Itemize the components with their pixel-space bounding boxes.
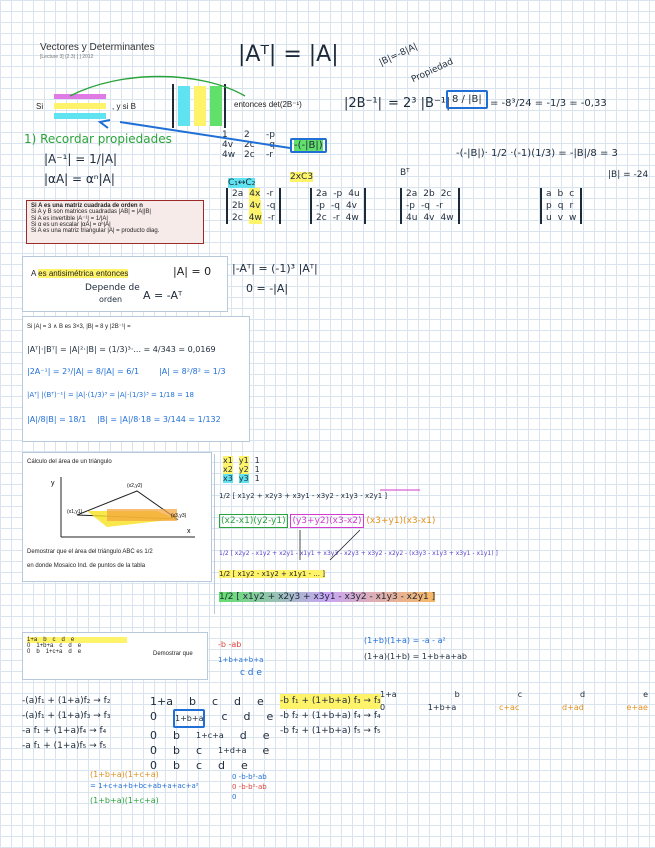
matrix-cell: a <box>546 189 552 199</box>
bottom-note2: 1+b+a+b+a <box>218 656 264 664</box>
triangle-caption: Demostrar que el área del triángulo ABC es 1/2 <box>27 549 153 555</box>
matrix-cell: u <box>546 213 552 223</box>
calc-mid-l4: |A|/8|B| = 18/1 <box>27 415 87 424</box>
row-op: -(a)f₁ + (1+a)f₃ → f₃ <box>22 711 111 721</box>
matrix-cell: -r <box>266 150 273 160</box>
minus-b: -(-|B|) <box>294 140 323 151</box>
matrix-cell: d <box>68 649 72 655</box>
calc-note2: Propiedad <box>409 56 455 86</box>
antisim-dep: Depende de <box>85 283 140 293</box>
matrix-cell: -q <box>330 201 340 211</box>
matrix-cell: 2a <box>316 189 328 199</box>
matrix-cell: 4w <box>345 213 359 223</box>
matrix-cell: -q <box>266 140 275 150</box>
row-op: -b f₁ + (1+b+a) f₃ → f₃ <box>280 694 381 709</box>
matrix-cell: 0 <box>27 643 31 649</box>
matrix-cell: y2 <box>238 465 249 474</box>
matrix-cell: d <box>68 643 72 649</box>
area-l5 <box>219 592 435 602</box>
matrix-cell: b <box>173 729 180 742</box>
matrix-cell: b <box>173 759 180 772</box>
matrix-cell: 4u <box>348 189 360 199</box>
bottom-expr: (1+b+a)(1+c+a) <box>90 770 159 779</box>
matrix-cell: 1+b+a <box>427 703 457 712</box>
area-det <box>223 456 260 483</box>
row-op: -b f₂ + (1+b+a) f₄ → f₄ <box>280 711 381 721</box>
bottom-row: 0 <box>232 793 237 801</box>
matrix-cell: 1 <box>254 456 260 465</box>
matrix-cell: d <box>234 695 241 708</box>
matrix-cell: 2 <box>244 130 250 140</box>
bottom-row: 0 -b-b²-ab <box>232 783 267 791</box>
antisim-line2: 0 = -|A| <box>246 282 289 295</box>
matrix-cell: 2c <box>232 213 243 223</box>
calc-line3: |B| = -24 <box>608 170 649 180</box>
matrix-cell: e <box>643 690 648 699</box>
matrix-cell: 2c <box>440 189 452 199</box>
calc-mid-l1: |Aᵀ|·|Bᵀ| = |A|²·|B| = (1/3)³·... = 4/343 = 0,0169 <box>27 345 216 354</box>
area-l4-text: 1/2 [ x1y2 - x1y2 + x1y1 - ... ] <box>219 570 325 578</box>
matrix-cell: 1+d+a <box>218 746 247 755</box>
matrix-cell: c <box>211 695 219 708</box>
x-axis-label: x <box>187 528 191 535</box>
right-matrix: 1+a b c d e 0 1+b+a c+ac d+ad e+ae <box>380 690 648 712</box>
matrix-cell: 1+a <box>380 690 397 699</box>
recordar-title: 1) Recordar propiedades <box>24 132 172 146</box>
matrix-cell: e <box>241 759 248 772</box>
prop-inverse: |A⁻¹| = 1/|A| <box>44 152 118 166</box>
matrix-cell: y3 <box>238 474 249 483</box>
area-l1: 1/2 [ x1y2 + x2y3 + x3y1 - x3y2 - x1y3 - x2y1 ] <box>219 492 388 500</box>
matrix-cell: 1+c+a <box>195 731 224 740</box>
matrix-cell: 1+c+a <box>45 649 63 655</box>
matrix-cell: 4v <box>423 213 435 223</box>
vertex-label: (x3,y3) <box>171 513 187 519</box>
calc-mid-l2b: |A| = 8²/8² = 1/3 <box>159 367 226 376</box>
bottom-rows <box>232 772 267 802</box>
mini-title: Demostrar que <box>153 651 193 657</box>
matrix-cell: c <box>52 637 56 643</box>
matrix-cell: b <box>557 189 564 199</box>
row-ops-2 <box>280 694 381 739</box>
row-op: -a f₁ + (1+a)f₅ → f₅ <box>22 741 107 751</box>
page-title: Vectores y Determinantes <box>40 42 155 53</box>
matrix-cell: 2b <box>232 201 244 211</box>
area-l3: 1/2 [ x2y2 - x1y2 + x2y1 - x1y1 + x3y3 - x2y3 + x3y2 - x2y2 - (x3y3 - x1y3 + x3y1 - x1y1) ] <box>219 550 498 557</box>
matrix-cell: e <box>77 649 82 655</box>
swap-label2-text: 2xC3 <box>290 172 314 182</box>
row-ops <box>22 694 110 754</box>
matrix-cell: 0 <box>150 729 157 742</box>
matrix-cell: -p <box>316 201 325 211</box>
bottom-note3: c d e <box>240 668 262 678</box>
mini-row <box>27 649 127 655</box>
matrix-cell: 1+a <box>150 695 173 708</box>
matrix-cell: b <box>43 637 47 643</box>
matrix-cell: c <box>195 759 203 772</box>
vertex-label: (x1,y1) <box>67 509 83 515</box>
triangle-footer: en donde Mosaico Ind. de puntos de la tabla <box>27 563 146 569</box>
matrix-cell: b <box>36 649 40 655</box>
matrix-cell: c+ac <box>498 703 520 712</box>
matrix-cell: b <box>188 695 196 708</box>
matrix-cell: d <box>218 759 226 772</box>
calc-mid-l3: |Aᵀ| |(Bᵀ)⁻¹| = |A|·(1/3)³ = |A|·(1/3)³ = 1/18 = 18 <box>27 391 195 399</box>
calc-eq2: 8 / |B| <box>446 90 488 109</box>
blue-arrow <box>120 122 290 148</box>
bottom-expr2: = 1+c+a+b+bc+ab+a+ac+a² <box>90 782 199 790</box>
y-axis-label: y <box>51 480 55 487</box>
matrix-cell: 4w <box>222 150 236 160</box>
matrix-cell: d <box>243 710 251 723</box>
matrix-cell: -q <box>420 201 430 211</box>
bottom-note1: -b -ab <box>218 640 242 649</box>
matrix-cell: 4v <box>249 201 261 211</box>
bottom-top-right2: (1+a)(1+b) = 1+b+a+ab <box>364 652 467 661</box>
row-op: -b f₂ + (1+b+a) f₅ → f₅ <box>280 726 381 736</box>
matrix-cell: q <box>557 201 564 211</box>
matrix-cell: y1 <box>238 456 249 465</box>
matrix-cell: v <box>557 213 564 223</box>
matrix-cell: -r <box>435 201 443 211</box>
triangle-panel <box>22 452 212 582</box>
matrix-cell: r <box>569 201 574 211</box>
matrix-cell: -q <box>266 201 276 211</box>
matrix-cell: e <box>257 695 264 708</box>
matrix-cell: d <box>580 690 586 699</box>
antisim-result: |A| = 0 <box>173 265 212 278</box>
matrix-cell: 4v <box>345 201 357 211</box>
vertex-label: (x2,y2) <box>127 483 143 489</box>
matrix-cell: 2a <box>232 189 244 199</box>
area-l2 <box>219 516 435 526</box>
matrix-cell: 2b <box>423 189 435 199</box>
matrix-cell: 4w <box>440 213 454 223</box>
matrix-cell: c <box>59 643 63 649</box>
matrix-cell: 0 <box>150 710 157 723</box>
matrix-cell: b <box>173 744 180 757</box>
problem-and-if: , y si B <box>112 102 137 111</box>
matrix-cell: 0 <box>150 759 157 772</box>
matrix-cell: 4u <box>406 213 418 223</box>
matrix-cell: e <box>262 729 270 742</box>
matrix-cell: 0 <box>150 744 157 757</box>
bottom-row: 0 -b-b²-ab <box>232 773 267 781</box>
bottom-matrix <box>150 694 273 773</box>
matrix-cell: 1+a <box>27 637 38 643</box>
antisim-text: es antisimétrica entonces <box>38 269 129 278</box>
matrix-cell: -r <box>266 189 274 199</box>
calc-eq1: = 2³ |B⁻¹| <box>388 96 451 111</box>
area-calc <box>214 454 505 614</box>
matrix-cell: x2 <box>223 465 233 474</box>
trapezoid-fill <box>107 509 177 521</box>
matrix-cell: c <box>195 744 203 757</box>
matrix-cell: 1+b+a <box>36 643 54 649</box>
matrix-cell: -p <box>333 189 343 199</box>
matrix-cell: x3 <box>223 474 233 483</box>
property-bullet: Si α es un escalar |αA| = αⁿ|A| <box>31 222 111 228</box>
bt-label: Bᵀ <box>400 168 410 178</box>
matrix-cell: e <box>266 710 274 723</box>
green-arrow <box>70 77 245 97</box>
main-formula: |Aᵀ| = |A| <box>238 42 339 67</box>
problem-lead: Si <box>36 102 44 111</box>
matrix-cell: 4x <box>249 189 261 199</box>
matrix-cell: 1 <box>222 130 228 140</box>
matrix-cell: 1+b+a <box>173 709 205 728</box>
area-l4 <box>219 570 325 578</box>
row-op: -a f₁ + (1+a)f₄ → f₄ <box>22 726 107 736</box>
area-term-c: (x3+y1)(x3-x1) <box>366 516 436 526</box>
matrix-cell: d+ad <box>562 703 584 712</box>
row-op: -(a)f₁ + (1+a)f₂ → f₂ <box>22 696 111 706</box>
matrix-cell: -p <box>266 130 275 140</box>
matrix-cell: 2a <box>406 189 418 199</box>
prop-scalar: |αA| = αⁿ|A| <box>44 172 115 186</box>
matrix-cell: e <box>70 637 75 643</box>
matrix-cell: d <box>239 729 247 742</box>
matrix-cell: e+ae <box>626 703 648 712</box>
calc-mid-panel <box>22 316 250 442</box>
matrix-cell: e <box>77 643 82 649</box>
matrix-cell: 1 <box>254 465 260 474</box>
property-bullet: Si A y B son matrices cuadradas |AB| = |A||B| <box>31 209 151 215</box>
calc-result: = -8³/24 = -1/3 = -0,33 <box>490 98 607 109</box>
calc-note1: |B|=-8|A| <box>377 41 420 69</box>
matrix-cell: c <box>517 690 523 699</box>
swap-label-text: C₁↔C₂ <box>228 178 256 188</box>
area-term-b: (y3+y2)(x3-x2) <box>292 516 362 526</box>
triangle-figure <box>47 471 197 541</box>
matrix-cell: 4w <box>248 213 262 223</box>
property-bullet: Si A es invertible |A⁻¹| = 1/|A| <box>31 216 108 222</box>
matrix-cell: 0 <box>27 649 31 655</box>
matrix-cell: c <box>569 189 575 199</box>
matrix-cell: 1 <box>254 474 260 483</box>
matrix-cell: -r <box>332 213 340 223</box>
matrix-cell: -r <box>267 213 275 223</box>
page-subtitle: [Lecture 3] (2.3) [ ] 2012 <box>40 54 94 60</box>
triangle-heading: Cálculo del área de un triángulo <box>27 459 112 465</box>
matrix-cell: x1 <box>223 456 233 465</box>
properties-box-title: Si A es una matriz cuadrada de orden n <box>31 203 143 209</box>
antisim-orden: orden <box>99 295 123 304</box>
antisim-def: A = -Aᵀ <box>143 289 183 302</box>
area-l5-text: 1/2 [ x1y2 + x2y3 + x3y1 - x3y2 - x1y3 - x2y1 ] <box>219 592 436 602</box>
calc-mid-l2: |2A⁻¹| = 2³/|A| = 8/|A| = 6/1 <box>27 367 140 376</box>
antisim-panel <box>22 256 228 312</box>
blue-arrowhead <box>100 120 110 128</box>
matrix-cell: w <box>569 213 577 223</box>
problem-then: entonces det(2B⁻¹) <box>234 100 302 109</box>
matrix-cell: c <box>221 710 228 723</box>
matrix-cell: 2c <box>244 140 255 150</box>
matrix-cell: d <box>61 637 65 643</box>
matrix-cell: 4v <box>222 140 234 150</box>
property-bullet: Si A es una matriz triangular |A| = producto diag. <box>31 228 160 234</box>
calc-mid-l5: |B| = |A|/8·18 = 3/144 = 1/132 <box>97 415 221 424</box>
matrix-cell: e <box>262 744 270 757</box>
bottom-expr3: (1+b+a)(1+c+a) <box>90 796 159 805</box>
area-term-a: (x2-x1)(y2-y1) <box>221 516 286 526</box>
calc-mid-header: Si |A| = 3 ∧ B es 3×3, |B| = 8 y |2B⁻¹| = <box>27 324 131 330</box>
bottom-top-right: (1+b)(1+a) = -a - a² <box>364 636 446 645</box>
antisim-line1: |-Aᵀ| = (-1)³ |Aᵀ| <box>232 262 318 275</box>
matrix-cell: 2c <box>244 150 255 160</box>
matrix-cell: p <box>546 201 552 211</box>
mini-panel <box>22 632 208 680</box>
antisim-a: A <box>31 269 36 278</box>
calc-lhs: |2B⁻¹| <box>344 96 383 111</box>
matrix-cell: b <box>454 690 460 699</box>
matrix-cell: -p <box>406 201 415 211</box>
matrix-cell: 2c <box>316 213 327 223</box>
calc-line2: -(-|B|)· 1/2 ·(-1)(1/3) = -|B|/8 = 3 <box>456 148 618 159</box>
